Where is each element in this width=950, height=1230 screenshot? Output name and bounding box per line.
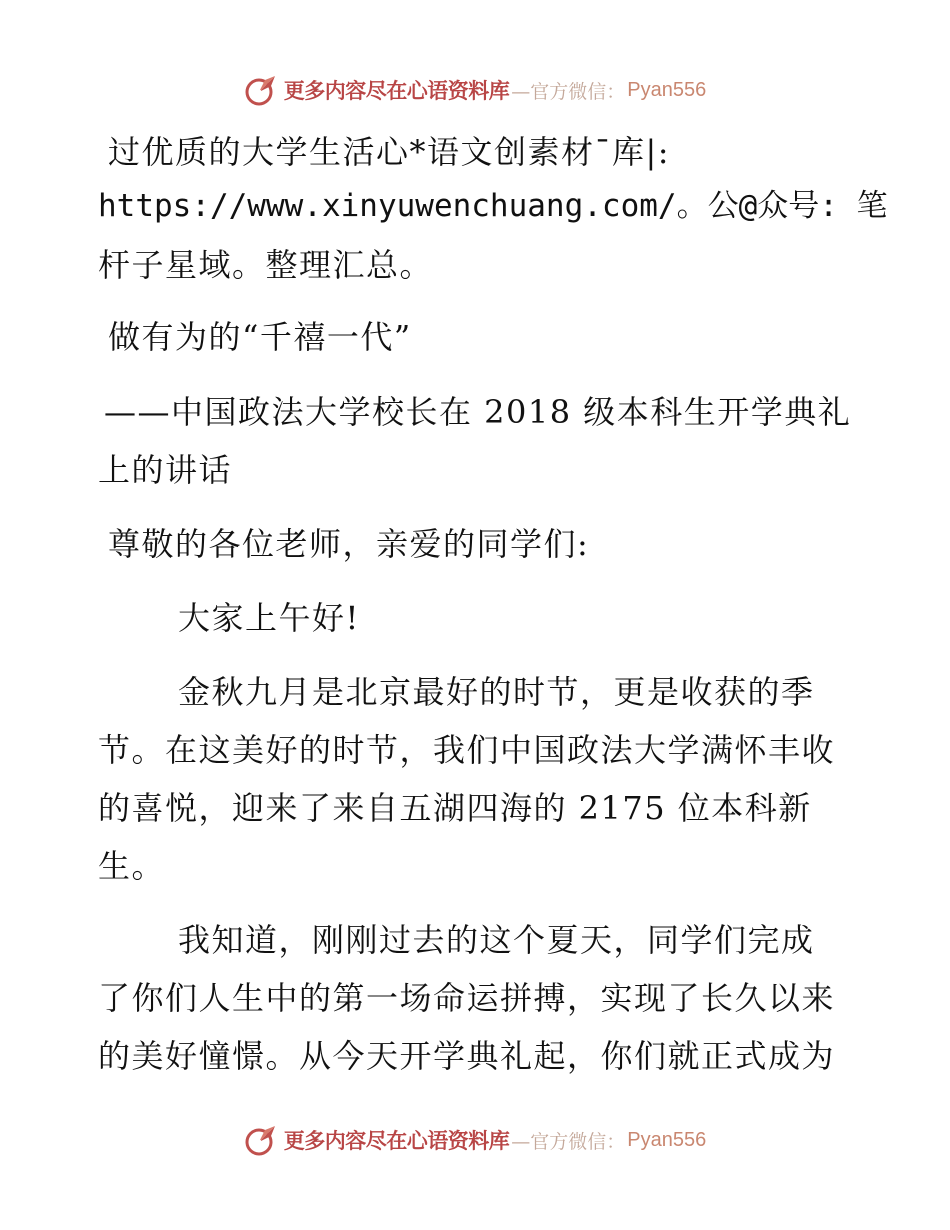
banner-main-text: 更多内容尽在心语资料库 <box>283 78 510 103</box>
banner-sub-text: —官方微信： <box>511 80 626 103</box>
banner-sub-text: —官方微信： <box>511 1130 626 1153</box>
document-subtitle-line-1: ——中国政法大学校长在 2018 级本科生开学典礼 <box>104 393 852 431</box>
header-watermark-banner <box>0 70 950 110</box>
banner-wechat-id: Pyan556 <box>627 1128 707 1151</box>
banner-main-text: 更多内容尽在心语资料库 <box>283 1128 510 1153</box>
intro-line-1: 过优质的大学生活心*语文创素材¯库|: <box>108 133 671 171</box>
paragraph-2-line-1: 我知道，刚刚过去的这个夏天，同学们完成 <box>178 921 815 959</box>
footer-watermark-banner <box>0 1120 950 1160</box>
intro-line-2-url: https://www.xinyuwenchuang.com/。公@众号: 笔 <box>98 188 888 224</box>
intro-line-3: 杆子星域。整理汇总。 <box>98 246 434 284</box>
pen-nib-circle-icon <box>244 73 278 107</box>
paragraph-2-line-2: 了你们人生中的第一场命运拼搏，实现了长久以来 <box>98 979 836 1017</box>
document-title: 做有为的“千禧一代” <box>108 318 412 356</box>
pen-nib-circle-icon <box>244 1123 278 1157</box>
document-subtitle-line-2: 上的讲话 <box>98 451 233 489</box>
paragraph-1-line-3: 的喜悦，迎来了来自五湖四海的 2175 位本科新 <box>98 789 812 827</box>
paragraph-1-line-2: 节。在这美好的时节，我们中国政法大学满怀丰收 <box>98 731 836 769</box>
salutation: 尊敬的各位老师，亲爱的同学们: <box>108 525 590 563</box>
greeting: 大家上午好! <box>178 599 360 637</box>
paragraph-2-line-3: 的美好憧憬。从今天开学典礼起，你们就正式成为 <box>98 1037 836 1075</box>
paragraph-1-line-1: 金秋九月是北京最好的时节，更是收获的季 <box>178 673 815 711</box>
paragraph-1-line-4: 生。 <box>98 847 166 885</box>
banner-wechat-id: Pyan556 <box>627 78 707 101</box>
